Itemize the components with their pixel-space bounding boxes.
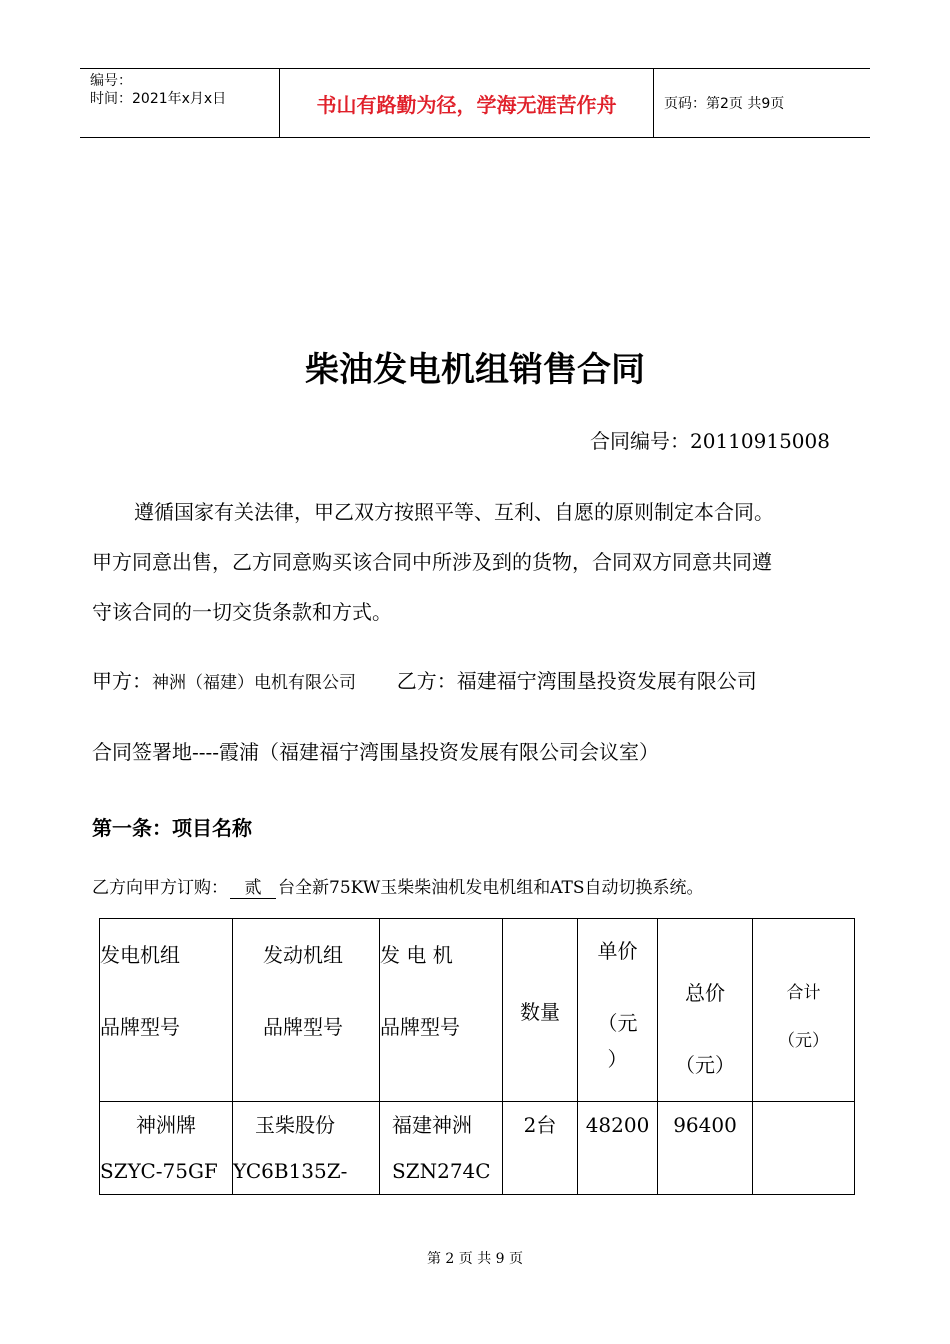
header-qty: 数量 xyxy=(503,919,578,1102)
header-engine: 发动机组 品牌型号 xyxy=(233,919,380,1102)
goods-table xyxy=(99,918,855,1195)
page-header xyxy=(80,68,870,138)
header-page: 页码：第2页 共9页 xyxy=(664,96,785,112)
cell-unit-price: 48200 xyxy=(578,1102,658,1195)
header-time: 时间：2021年x月x日 xyxy=(90,91,227,107)
table-header-row xyxy=(100,919,855,1102)
header-motto: 书山有路勤为径，学海无涯苦作舟 xyxy=(280,69,654,137)
header-number: 编号： xyxy=(90,73,132,89)
header-meta xyxy=(80,69,280,137)
cell-engine: 玉柴股份 YC6B135Z- xyxy=(233,1102,380,1195)
party-a-name: 神洲（福建）电机有限公司 xyxy=(152,673,356,693)
intro-line: 守该合同的一切交货条款和方式。 xyxy=(92,600,392,624)
cell-genset: 神洲牌 SZYC-75GF xyxy=(100,1102,233,1195)
header-total: 总价 （元） xyxy=(658,919,753,1102)
order-prefix: 乙方向甲方订购： xyxy=(92,878,228,898)
cell-alternator: 福建神洲 SZN274C xyxy=(380,1102,503,1195)
contract-number: 合同编号：20110915008 xyxy=(590,429,830,453)
party-b-name: 福建福宁湾围垦投资发展有限公司 xyxy=(456,669,757,693)
parties-line xyxy=(92,665,757,694)
header-alternator: 发 电 机 品牌型号 xyxy=(380,919,503,1102)
table-row xyxy=(100,1102,855,1195)
header-sum: 合计 （元） xyxy=(753,919,855,1102)
party-a-label: 甲方： xyxy=(92,669,152,693)
party-b-label: 乙方： xyxy=(396,669,457,693)
order-line xyxy=(92,873,704,899)
intro-paragraph xyxy=(92,487,862,637)
header-genset: 发电机组 品牌型号 xyxy=(100,919,233,1102)
intro-line: 遵循国家有关法律，甲乙双方按照平等、互利、自愿的原则制定本合同。 xyxy=(134,500,774,524)
order-quantity: 贰 xyxy=(230,873,276,899)
intro-line: 甲方同意出售，乙方同意购买该合同中所涉及到的货物，合同双方同意共同遵 xyxy=(92,550,772,574)
document-title: 柴油发电机组销售合同 xyxy=(305,350,645,390)
order-suffix: 台全新75KW玉柴柴油机发电机组和ATS自动切换系统。 xyxy=(278,878,704,898)
page-footer: 第 2 页 共 9 页 xyxy=(426,1251,524,1267)
cell-sum xyxy=(753,1102,855,1195)
section-title: 第一条：项目名称 xyxy=(92,816,252,840)
cell-qty: 2台 xyxy=(503,1102,578,1195)
header-unit-price: 单价 （元 ） xyxy=(578,919,658,1102)
cell-total: 96400 xyxy=(658,1102,753,1195)
signing-place: 合同签署地----霞浦（福建福宁湾围垦投资发展有限公司会议室） xyxy=(92,740,660,764)
